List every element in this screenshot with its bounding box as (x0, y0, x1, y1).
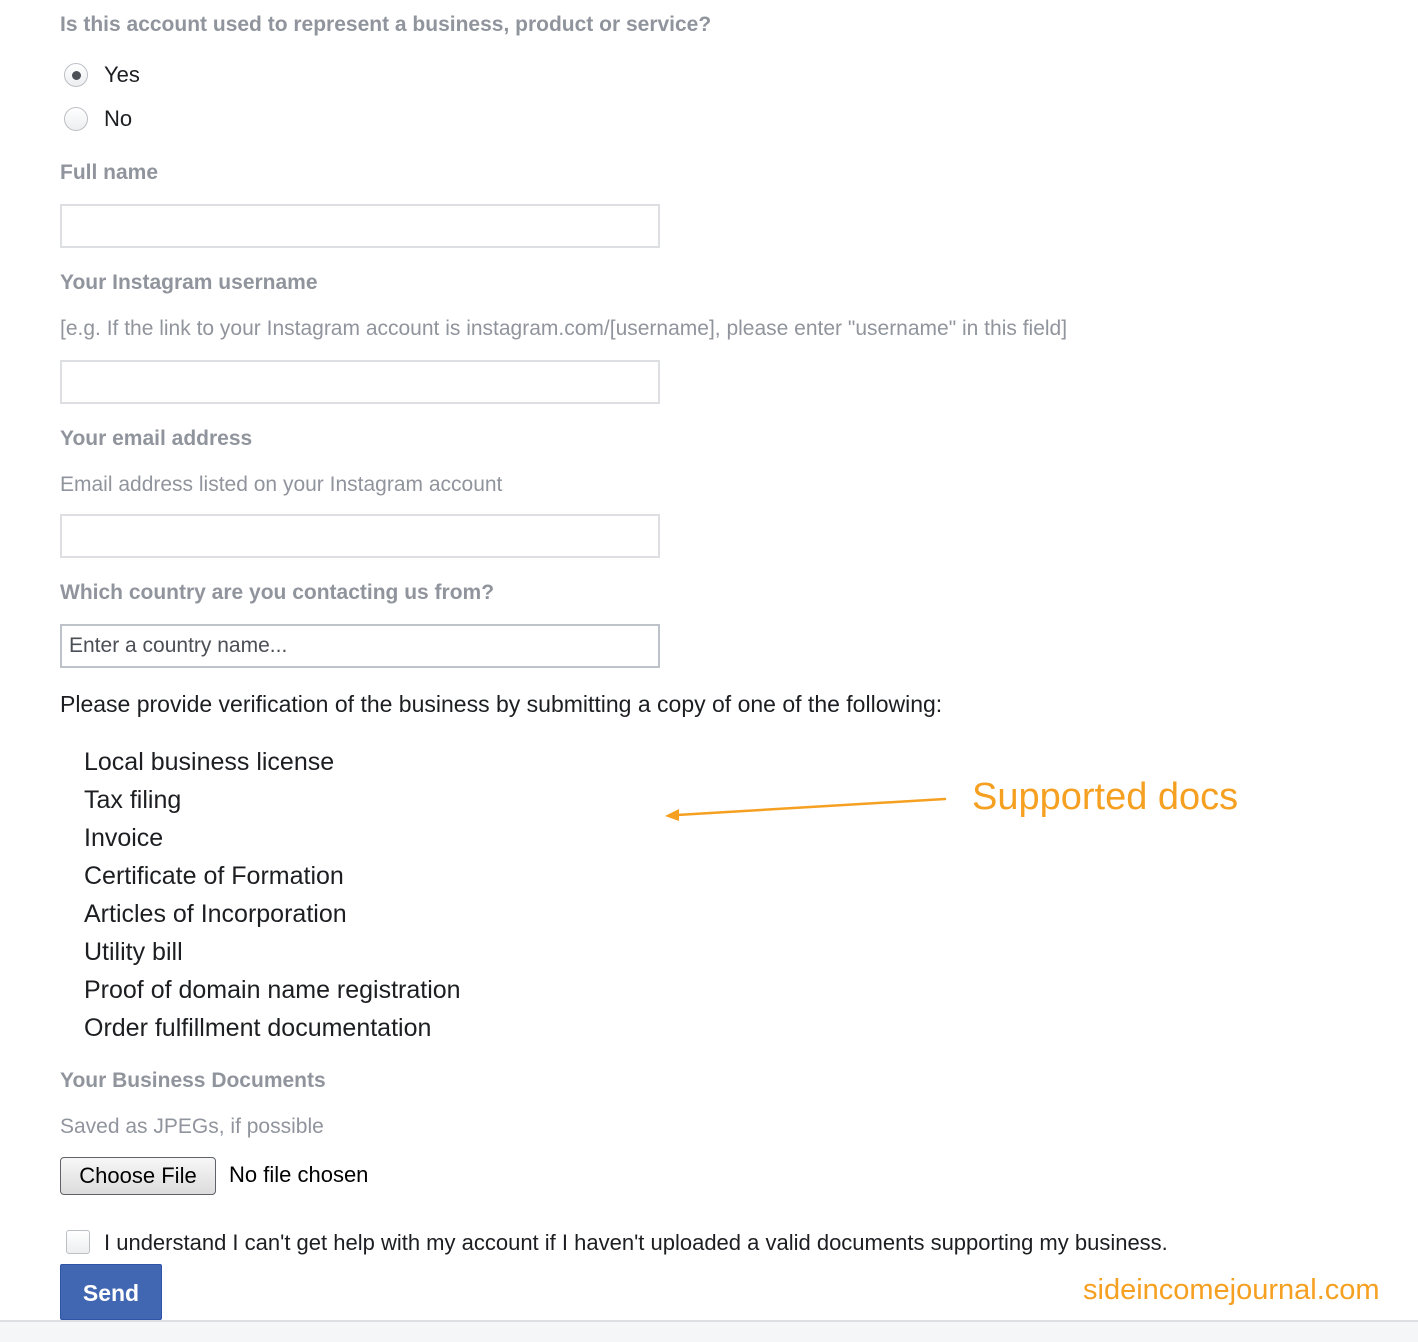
radio-selected-dot (72, 71, 81, 80)
document-item: Utility bill (84, 938, 183, 966)
business-documents-label: Your Business Documents (60, 1069, 326, 1092)
radio-button-yes[interactable] (64, 63, 88, 87)
supported-documents-list (84, 743, 461, 1047)
document-item: Local business license (84, 748, 335, 776)
instagram-username-input[interactable] (60, 360, 660, 404)
document-item: Certificate of Formation (84, 862, 344, 890)
email-label: Your email address (60, 427, 253, 450)
document-item: Order fulfillment documentation (84, 1014, 432, 1042)
consent-text[interactable]: I understand I can't get help with my account if I haven't uploaded a valid documents supporting my business. (104, 1230, 1168, 1255)
radio-label-no[interactable]: No (104, 106, 133, 131)
document-item: Invoice (84, 824, 164, 852)
document-item: Articles of Incorporation (84, 900, 347, 928)
business-documents-hint: Saved as JPEGs, if possible (60, 1115, 324, 1138)
file-status-text: No file chosen (229, 1162, 369, 1187)
footer-divider (0, 1320, 1418, 1342)
full-name-input[interactable] (60, 204, 660, 248)
annotation-arrow-icon (655, 788, 955, 828)
radio-button-no[interactable] (64, 107, 88, 131)
email-input[interactable] (60, 514, 660, 558)
business-question-label: Is this account used to represent a business, product or service? (60, 13, 712, 36)
document-item: Tax filing (84, 786, 182, 814)
consent-checkbox[interactable] (66, 1230, 90, 1254)
country-input[interactable] (60, 624, 660, 668)
instagram-username-label: Your Instagram username (60, 271, 318, 294)
full-name-label: Full name (60, 161, 159, 184)
instagram-username-hint: [e.g. If the link to your Instagram account is instagram.com/[username], please enter "username" in this field] (60, 317, 1068, 340)
country-label: Which country are you contacting us from? (60, 581, 495, 604)
email-hint: Email address listed on your Instagram account (60, 473, 503, 496)
radio-option-yes[interactable] (64, 60, 140, 90)
document-item: Proof of domain name registration (84, 976, 461, 1004)
send-button[interactable]: Send (60, 1264, 162, 1320)
verification-intro: Please provide verification of the business by submitting a copy of one of the following: (60, 691, 943, 717)
radio-label-yes[interactable]: Yes (104, 62, 140, 87)
watermark-text: sideincomejournal.com (1083, 1274, 1380, 1306)
supported-docs-annotation: Supported docs (972, 776, 1239, 818)
radio-option-no[interactable] (64, 104, 132, 134)
choose-file-button[interactable]: Choose File (60, 1157, 216, 1195)
